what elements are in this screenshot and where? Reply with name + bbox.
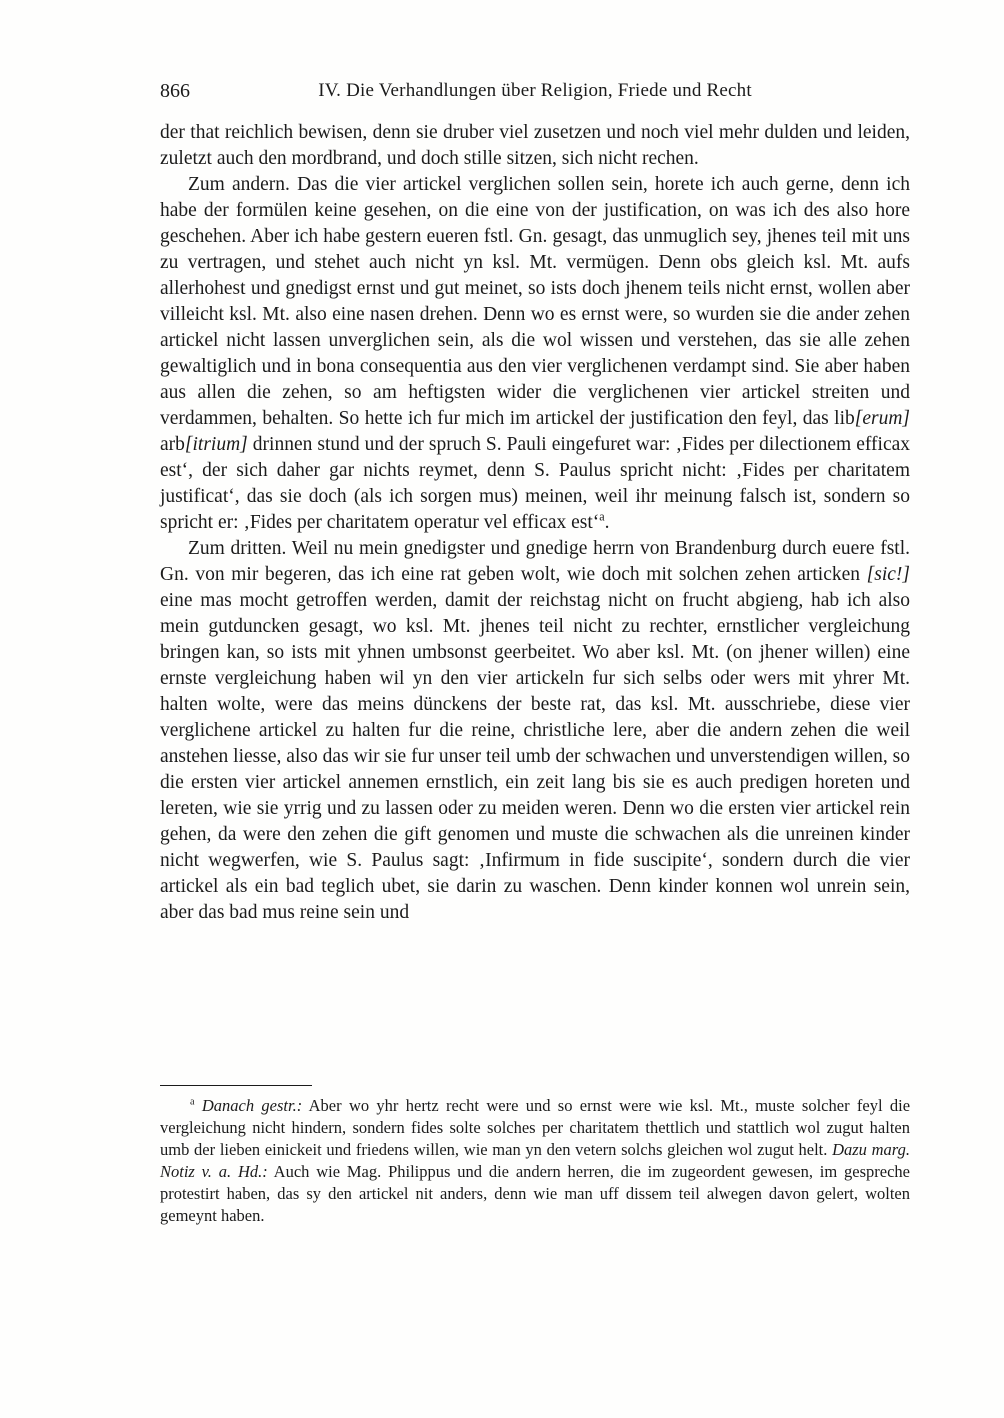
text-run: Zum andern. Das die vier artickel verglichen sollen sein, horete ich auch gerne, denn ich habe der formülen keine gesehen, on die eine von der justification, on was ich des also hore geschehen. Aber ich habe gestern eueren fstl. Gn. gesagt, das unmuglich sey, jhenes teil mit uns zu vertragen, und stehet auch nicht yn ksl. Mt. vermügen. Denn obs gleich ksl. Mt. aufs allerhohest und gnedigst ernst und gut meinet, so ists doch jhenem teils nicht ernst, wollen aber villeicht ksl. Mt. also eine nasen drehen. Denn wo es ernst were, so wurden sie die ander zehen artickel nicht lassen unverglichen sein, als die wol wissen und verstehen, das sie alle zehen gewaltiglich und in bona consequentia aus den vier verglichenen verdampt sind. Sie aber haben aus allen die zehen, so am heftigsten wider die verglichenen vier artickel streiten und verdammen, behalten. So hette ich fur mich im artickel der justification den feyl, das lib (160, 174, 910, 429)
italic-run: [itrium] (184, 434, 248, 455)
text-run: der that reichlich bewisen, denn sie druber viel zusetzen und noch viel mehr dulden und leiden, zuletzt auch den mordbrand, und doch stille sitzen, sich nicht rechen. (160, 122, 910, 169)
text-run (195, 1096, 202, 1115)
text-run: . (604, 512, 610, 533)
italic-run: Dazu marg. Notiz v. a. Hd.: (160, 1140, 910, 1181)
footnote-block (160, 1085, 910, 1227)
italic-run: [erum] (854, 408, 910, 429)
italic-run: Danach gestr.: (201, 1096, 303, 1115)
body-text (160, 120, 910, 926)
text-run: eine mas mocht getroffen werden, damit der reichstag nicht on frucht abgieng, hab ich also mein gutduncken gesagt, wo ksl. Mt. jhenes teil nicht zu rechter, ernstlicher vergleichung bringen kan, so ists mit yhnen umbsonst geerbeitet. Wo aber ksl. Mt. (on jhener willen) eine ernste vergleichung haben wil yn den vier artickeln fur sich selbs oder wers mit yhrer Mt. halten wolte, were das meins dünckens der beste rat, das ksl. Mt. ausschriebe, diese vier verglichene artickel zu halten fur die reine, christliche lere, aber die andern zehen die weil anstehen liesse, also das wir sie fur unser teil umb der schwachen und unverstendigen willen, so die ersten vier artickel annemen ernstlich, ein zeit lang bis sie es auch predigen horeten und lereten, wie sie yrrig und zu lassen oder zu meiden weren. Denn wo die ersten vier artickel rein gehen, da were den zehen die gift genomen und muste die schwachen als die unreinen kinder nicht wegwerfen, wie S. Paulus sagt: ‚Infirmum in fide suscipite‘, sondern durch die vier artickel als ein bad teglich ubet, sie darin zu waschen. Denn kinder konnen wol unrein sein, aber das bad mus reine sein und (160, 590, 910, 923)
footnote-rule (160, 1085, 312, 1086)
italic-run: [sic!] (866, 564, 910, 585)
paragraph (160, 120, 910, 172)
text-run: drinnen stund und der spruch S. Pauli eingefuret war: ‚Fides per dilectionem efficax est‘, der sich daher gar nichts reymet, denn S. Paulus spricht nicht: ‚Fides per charitatem justificat‘, das sie doch (als ich sorgen mus) meinen, weil ihr meinung falsch ist, sondern so spricht er: ‚Fides per charitatem operatur vel efficax est‘ (160, 434, 910, 533)
page-header (160, 80, 910, 108)
text-run: Auch wie Mag. Philippus und die andern herren, die im zugeordent gewesen, im gespreche protestirt haben, das sy den artickel nit anders, denn wie man uff dissem teil alwegen davon gelert, wolten gemeynt haben. (160, 1162, 910, 1225)
text-run: arb (160, 434, 185, 455)
text-run: Zum dritten. Weil nu mein gnedigster und gnedige herrn von Brandenburg durch euere fstl. Gn. von mir begeren, das ich eine rat geben wolt, wie doch mit solchen zehen articken (160, 538, 910, 585)
running-head-title: IV. Die Verhandlungen über Religion, Friede und Recht (318, 80, 752, 101)
footnote-text (160, 1095, 910, 1227)
text-run: Aber wo yhr hertz recht were und so ernst were wie ksl. Mt., muste solcher feyl die vergleichung nicht hindern, sondern fides solte solches per charitatem thettlich und stattlich wol zugut halten umb der lieben einickeit und friedens willen, wie man yn den vetern solchs gleichen wol zugut helt. (160, 1096, 911, 1159)
footnote-marker: a (599, 509, 605, 524)
footnote-marker: a (190, 1096, 195, 1108)
paragraph (160, 172, 910, 536)
page-number: 866 (160, 80, 190, 102)
paragraph (160, 536, 910, 926)
